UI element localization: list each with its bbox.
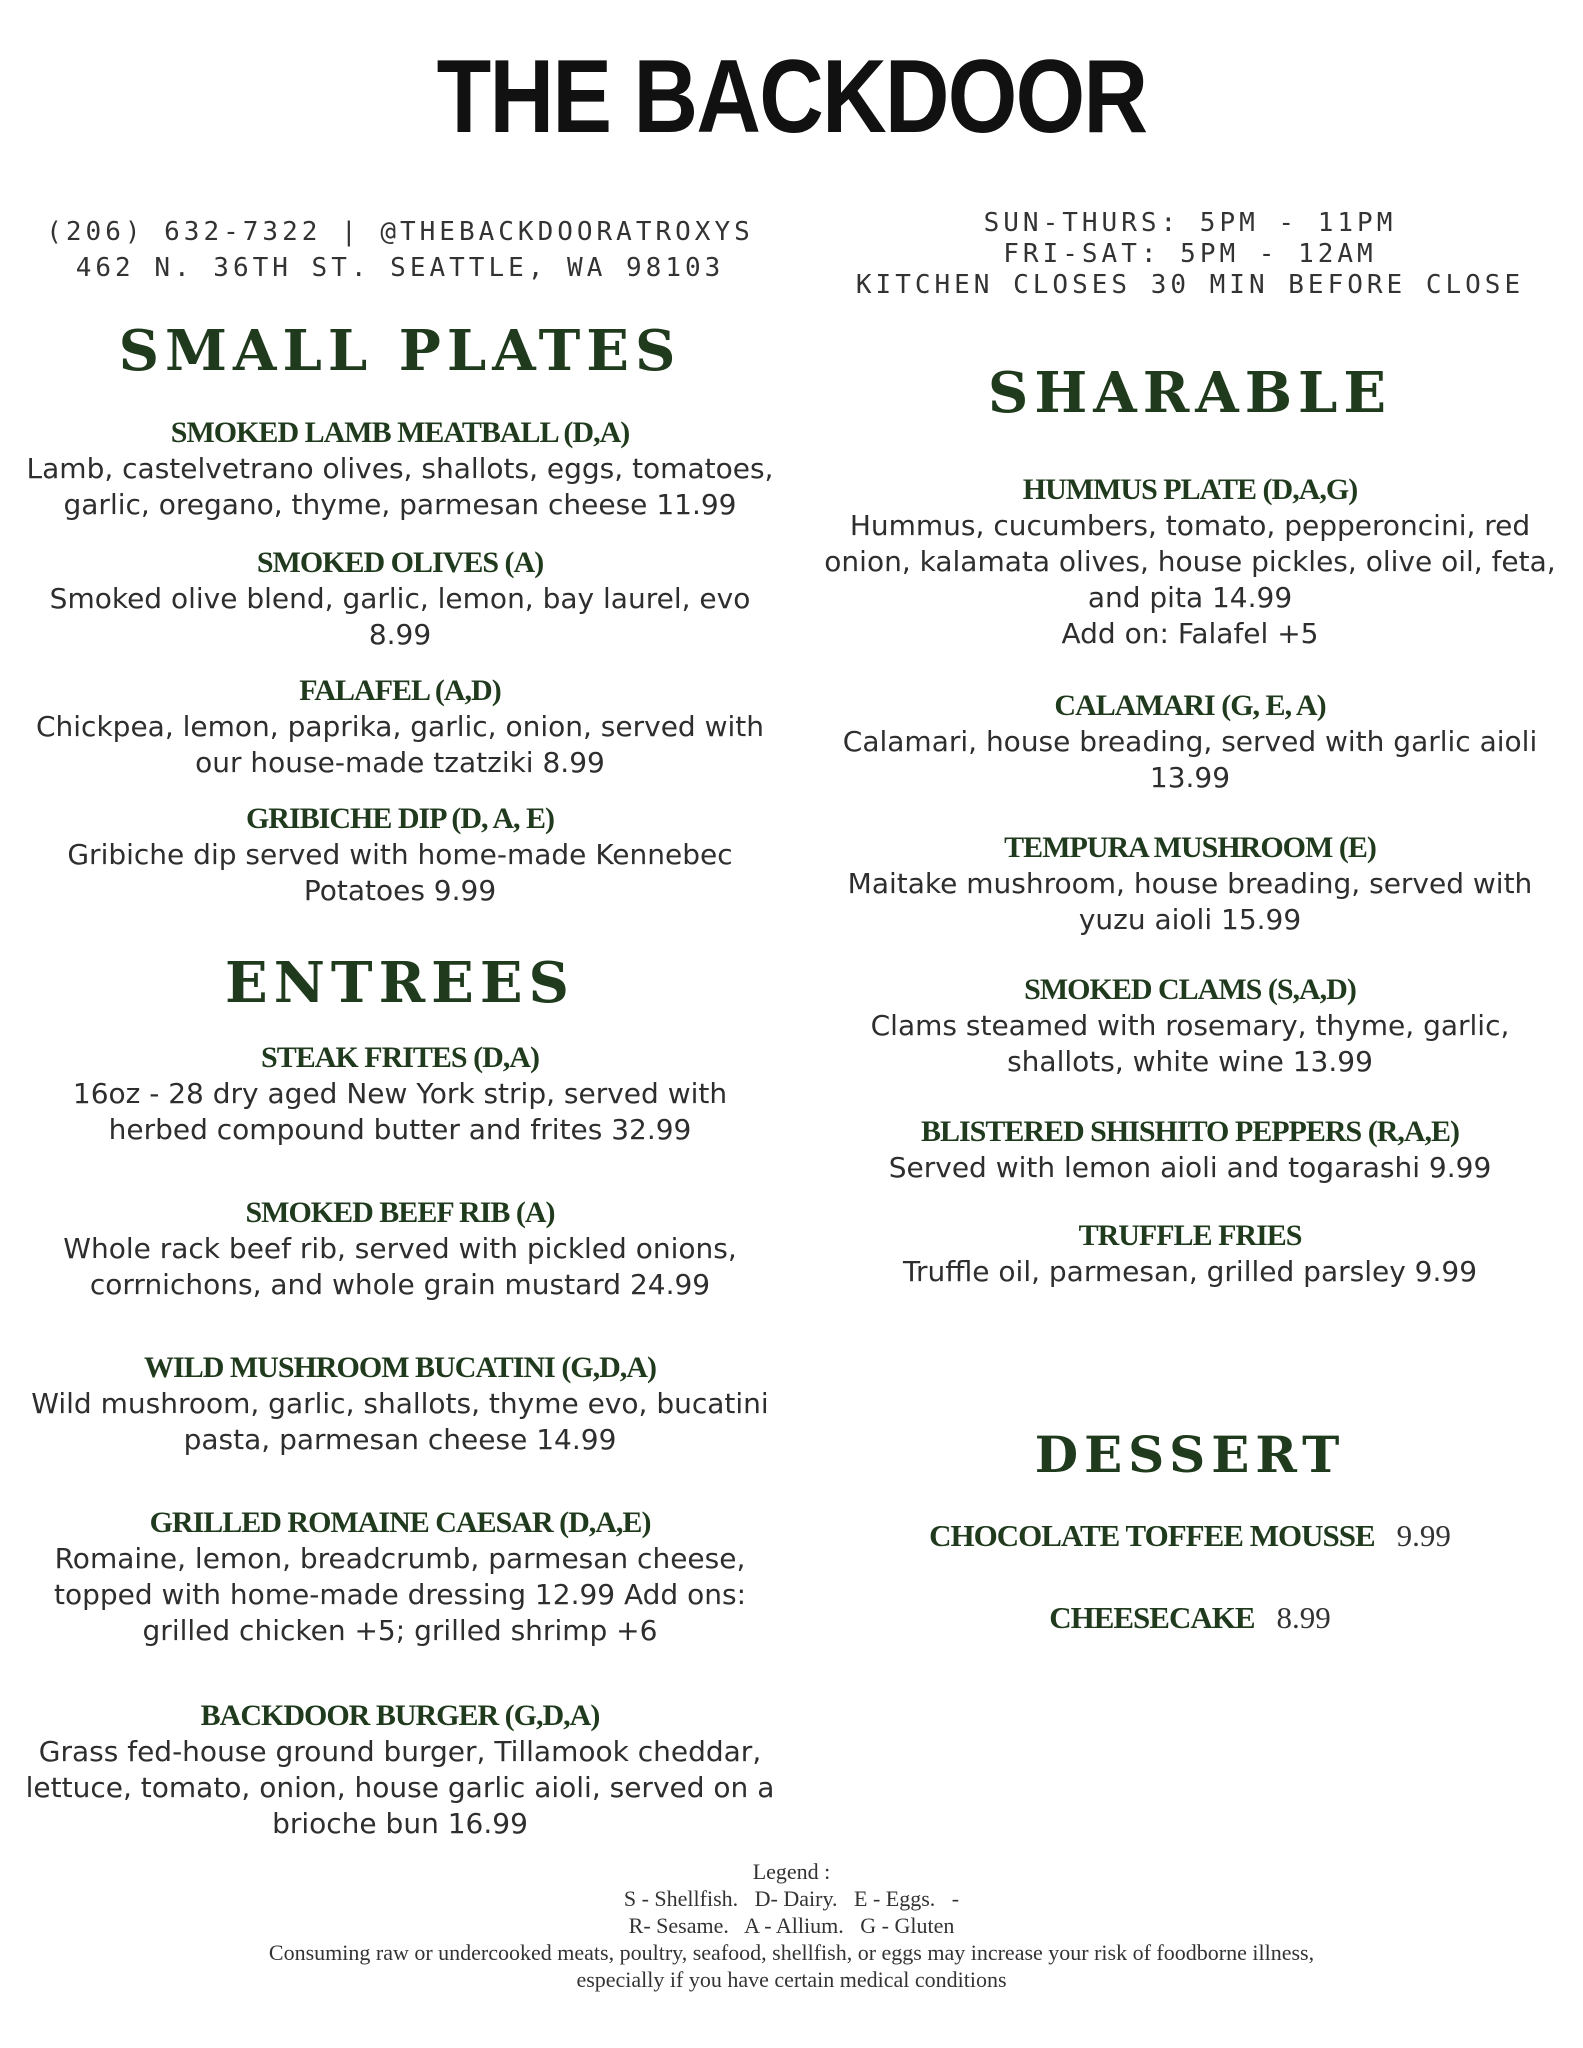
health-warning-line-1: Consuming raw or undercooked meats, poultry, seafood, shellfish, or eggs may increase your risk of foodborne illness,	[268, 1940, 1315, 1965]
health-warning-line-2: especially if you have certain medical conditions	[576, 1967, 1007, 1992]
item-name: WILD MUSHROOM BUCATINI (G,D,A)	[144, 1351, 656, 1384]
menu-item	[815, 1218, 1565, 1290]
item-description: Served with lemon aioli and togarashi 9.99	[888, 1151, 1492, 1184]
menu-item	[815, 830, 1565, 938]
menu-item	[20, 801, 780, 909]
menu-item	[20, 1195, 780, 1303]
dessert-name: CHOCOLATE TOFFEE MOUSSE	[929, 1518, 1375, 1553]
item-description: Whole rack beef rib, served with pickled onions, corrnichons, and whole grain mustard 24.99	[63, 1232, 737, 1301]
item-name: CALAMARI (G, E, A)	[1054, 689, 1326, 722]
item-name: FALAFEL (A,D)	[299, 674, 501, 707]
item-description: Gribiche dip served with home-made Kennebec Potatoes 9.99	[67, 838, 733, 907]
item-addon: Add on: Falafel +5	[1061, 617, 1319, 650]
section-heading-entrees: ENTREES	[225, 950, 575, 1016]
item-description: Chickpea, lemon, paprika, garlic, onion, served with our house-made tzatziki 8.99	[35, 710, 764, 779]
item-name: GRIBICHE DIP (D, A, E)	[245, 802, 555, 835]
dessert-item	[815, 1600, 1565, 1636]
menu-item	[20, 1698, 780, 1842]
restaurant-title: THE BACKDOOR	[436, 39, 1147, 155]
section-heading-dessert: DESSERT	[1034, 1425, 1346, 1484]
item-name: TEMPURA MUSHROOM (E)	[1004, 831, 1376, 864]
item-name: SMOKED LAMB MEATBALL (D,A)	[170, 416, 630, 449]
dessert-name: CHEESECAKE	[1049, 1600, 1255, 1635]
item-name: STEAK FRITES (D,A)	[261, 1041, 539, 1074]
item-name: SMOKED BEEF RIB (A)	[245, 1196, 555, 1229]
menu-item	[815, 472, 1565, 652]
section-heading-small-plates: SMALL PLATES	[118, 318, 682, 384]
item-description: Grass fed-house ground burger, Tillamook cheddar, lettuce, tomato, onion, house garlic aioli, served on a brioche bun 16.99	[25, 1735, 775, 1840]
menu-item	[815, 688, 1565, 796]
dessert-price: 9.99	[1396, 1518, 1451, 1553]
menu-item	[20, 415, 780, 523]
dessert-item	[815, 1518, 1565, 1554]
legend-line-1: S - Shellfish. D- Dairy. E - Eggs. -	[623, 1886, 960, 1911]
dessert-price: 8.99	[1276, 1600, 1331, 1635]
section-heading-sharable: SHARABLE	[987, 360, 1393, 426]
item-description: Calamari, house breading, served with garlic aioli 13.99	[842, 725, 1538, 794]
legend-line-2: R- Sesame. A - Allium. G - Gluten	[628, 1913, 955, 1938]
legend-title: Legend :	[752, 1859, 831, 1884]
menu-item	[20, 1040, 780, 1148]
item-name: GRILLED ROMAINE CAESAR (D,A,E)	[149, 1506, 651, 1539]
item-description: Romaine, lemon, breadcrumb, parmesan cheese, topped with home-made dressing 12.99 Add ons: grilled chicken +5; grilled shrimp +6	[53, 1542, 746, 1647]
item-description: Clams steamed with rosemary, thyme, garlic, shallots, white wine 13.99	[870, 1009, 1510, 1078]
hours-sun-thurs: SUN-THURS: 5PM - 11PM	[983, 208, 1397, 238]
item-name: BLISTERED SHISHITO PEPPERS (R,A,E)	[920, 1115, 1460, 1148]
menu-item	[815, 1114, 1565, 1186]
menu-item	[20, 545, 780, 653]
phone-social: (206) 632-7322 | @THEBACKDOORATROXYS	[46, 217, 754, 247]
hours-fri-sat: FRI-SAT: 5PM - 12AM	[1003, 239, 1377, 269]
hours-block	[815, 208, 1565, 301]
menu-item	[815, 972, 1565, 1080]
menu-item	[20, 1350, 780, 1458]
menu-item	[20, 673, 780, 781]
item-name: HUMMUS PLATE (D,A,G)	[1022, 473, 1358, 506]
item-name: SMOKED OLIVES (A)	[256, 546, 544, 579]
item-description: Maitake mushroom, house breading, served with yuzu aioli 15.99	[847, 867, 1533, 936]
item-description: Lamb, castelvetrano olives, shallots, eggs, tomatoes, garlic, oregano, thyme, parmesan cheese 11.99	[26, 452, 774, 521]
item-description: Smoked olive blend, garlic, lemon, bay laurel, evo 8.99	[49, 582, 751, 651]
menu-item	[20, 1505, 780, 1649]
kitchen-close-note: KITCHEN CLOSES 30 MIN BEFORE CLOSE	[855, 270, 1525, 300]
legend-block	[0, 1858, 1583, 1993]
address: 462 N. 36TH ST. SEATTLE, WA 98103	[75, 253, 725, 283]
item-description: Wild mushroom, garlic, shallots, thyme evo, bucatini pasta, parmesan cheese 14.99	[31, 1387, 769, 1456]
item-description: Truffle oil, parmesan, grilled parsley 9.99	[902, 1255, 1478, 1288]
item-name: SMOKED CLAMS (S,A,D)	[1024, 973, 1356, 1006]
item-name: BACKDOOR BURGER (G,D,A)	[200, 1699, 600, 1732]
contact-block	[20, 215, 780, 285]
item-description: Hummus, cucumbers, tomato, pepperoncini, red onion, kalamata olives, house pickles, olive oil, feta, and pita 14.99	[824, 509, 1556, 614]
item-description: 16oz - 28 dry aged New York strip, served with herbed compound butter and frites 32.99	[72, 1077, 728, 1146]
item-name: TRUFFLE FRIES	[1078, 1219, 1302, 1252]
